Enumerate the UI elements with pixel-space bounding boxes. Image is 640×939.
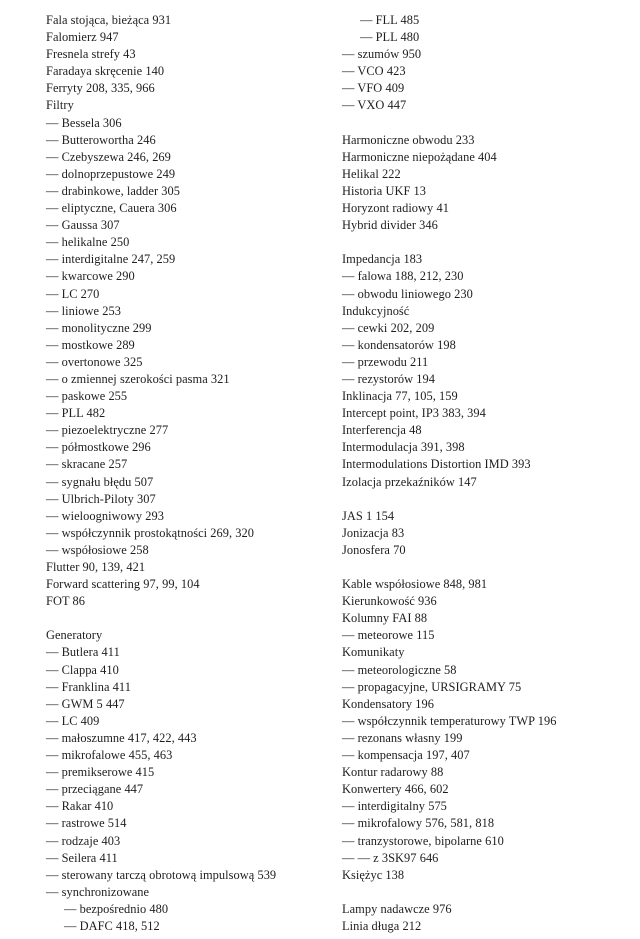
index-section-gap <box>46 610 336 627</box>
index-entry: Księżyc 138 <box>342 867 405 882</box>
index-entry: Faradaya skręcenie 140 <box>46 64 165 79</box>
index-entry: Kontur radarowy 88 <box>342 765 444 780</box>
index-entry: — tranzystorowe, bipolarne 610 <box>342 833 504 848</box>
index-entry: Horyzont radiowy 41 <box>342 201 449 216</box>
index-entry: FOT 86 <box>46 594 85 609</box>
index-entry: — PLL 480 <box>360 30 420 45</box>
index-entry: Jonizacja 83 <box>342 525 405 540</box>
index-entry: — sygnału błędu 507 <box>46 474 154 489</box>
index-entry: — premikserowe 415 <box>46 765 155 780</box>
index-entry: Inklinacja 77, 105, 159 <box>342 389 458 404</box>
index-entry: — paskowe 255 <box>46 389 128 404</box>
index-entry: Kondensatory 196 <box>342 696 434 711</box>
index-entry: Intermodulations Distortion IMD 393 <box>342 457 531 472</box>
index-entry: — monolityczne 299 <box>46 320 152 335</box>
index-entry: Lampy nadawcze 976 <box>342 901 452 916</box>
index-section-gap <box>342 115 634 132</box>
index-entry: Indukcyjność <box>342 303 410 318</box>
index-section-gap <box>342 884 634 901</box>
index-entry: — falowa 188, 212, 230 <box>342 269 464 284</box>
index-entry: Kolumny FAI 88 <box>342 611 428 626</box>
index-entry: — bezpośrednio 480 <box>64 901 169 916</box>
index-entry: — VFO 409 <box>342 81 405 96</box>
index-entry: — małoszumne 417, 422, 443 <box>46 730 197 745</box>
index-entry: — Ulbrich-Piloty 307 <box>46 491 156 506</box>
index-column-right <box>342 12 634 935</box>
index-entry: — LC 270 <box>46 286 100 301</box>
index-entry: — synchronizowane <box>46 884 150 899</box>
index-entry: — rastrowe 514 <box>46 816 127 831</box>
index-entry: — obwodu liniowego 230 <box>342 286 473 301</box>
index-entry: — piezoelektryczne 277 <box>46 423 169 438</box>
index-entry: — wieloogniwowy 293 <box>46 508 164 523</box>
index-entry: — skracane 257 <box>46 457 128 472</box>
index-entry: — drabinkowe, ladder 305 <box>46 183 181 198</box>
index-entry: — rodzaje 403 <box>46 833 121 848</box>
index-entry: — dolnoprzepustowe 249 <box>46 166 176 181</box>
index-entry: — Czebyszewa 246, 269 <box>46 149 171 164</box>
index-entry: — przeciągane 447 <box>46 782 144 797</box>
index-entry: Interferencja 48 <box>342 423 422 438</box>
index-entry: — Bessela 306 <box>46 115 122 130</box>
index-entry: Flutter 90, 139, 421 <box>46 560 146 574</box>
index-entry: — o zmiennej szerokości pasma 321 <box>46 371 230 386</box>
index-entry: Komunikaty <box>342 645 405 660</box>
index-entry: — sterowany tarczą obrotową impulsową 539 <box>46 867 277 882</box>
index-entry: — meteorologiczne 58 <box>342 662 457 677</box>
index-entry: — overtonowe 325 <box>46 354 143 369</box>
index-entry: — półmostkowe 296 <box>46 440 151 455</box>
index-entry: — kwarcowe 290 <box>46 269 135 284</box>
index-entry: — kondensatorów 198 <box>342 337 456 352</box>
index-entry: — Clappa 410 <box>46 662 119 677</box>
index-entry: Harmoniczne obwodu 233 <box>342 132 475 147</box>
index-entry: — kompensacja 197, 407 <box>342 748 470 763</box>
index-entry: — interdigitalny 575 <box>342 799 447 814</box>
index-entry: Izolacja przekaźników 147 <box>342 474 477 489</box>
index-entry: Kierunkowość 936 <box>342 594 437 609</box>
index-entry: Kable współosiowe 848, 981 <box>342 577 488 592</box>
index-entry: — szumów 950 <box>342 47 422 62</box>
index-entry: — meteorowe 115 <box>342 628 435 643</box>
index-entry: Falomierz 947 <box>46 30 119 45</box>
index-entry: — mikrofalowy 576, 581, 818 <box>342 816 495 831</box>
index-section-gap <box>342 491 634 508</box>
index-entry: — mostkowe 289 <box>46 337 135 352</box>
index-entry: — współczynnik prostokątności 269, 320 <box>46 525 255 540</box>
index-entry: — Seilera 411 <box>46 850 118 865</box>
index-entry: Linia długa 212 <box>342 918 422 933</box>
index-entry: JAS 1 154 <box>342 508 395 523</box>
index-entry: — helikalne 250 <box>46 235 130 250</box>
index-entry: Ferryty 208, 335, 966 <box>46 81 155 96</box>
index-entry: — VCO 423 <box>342 64 406 79</box>
index-entry: Generatory <box>46 628 103 643</box>
index-entry: — współosiowe 258 <box>46 542 149 557</box>
index-entry: Intermodulacja 391, 398 <box>342 440 465 455</box>
index-entry: — liniowe 253 <box>46 303 121 318</box>
index-entry: — LC 409 <box>46 713 100 728</box>
index-entry: — eliptyczne, Cauera 306 <box>46 201 177 216</box>
index-entry: Konwertery 466, 602 <box>342 782 449 797</box>
index-entry: — FLL 485 <box>360 13 420 27</box>
index-entry: — mikrofalowe 455, 463 <box>46 748 173 763</box>
index-entry: Historia UKF 13 <box>342 183 427 198</box>
index-entry: — PLL 482 <box>46 406 106 421</box>
index-entry: — GWM 5 447 <box>46 696 125 711</box>
index-entry: Fresnela strefy 43 <box>46 47 136 62</box>
index-entry: — rezonans własny 199 <box>342 730 463 745</box>
index-entry: Harmoniczne niepożądane 404 <box>342 149 497 164</box>
index-entry: — Franklina 411 <box>46 679 131 694</box>
index-entry: Fala stojąca, bieżąca 931 <box>46 13 172 27</box>
index-entry: — propagacyjne, URSIGRAMY 75 <box>342 679 522 694</box>
index-entry: Impedancja 183 <box>342 252 423 267</box>
index-entry: — Butterowortha 246 <box>46 132 156 147</box>
index-entry: — rezystorów 194 <box>342 371 436 386</box>
index-entry: — — z 3SK97 646 <box>342 850 439 865</box>
index-section-gap <box>342 234 634 251</box>
index-section-gap <box>342 559 634 576</box>
index-entry: — interdigitalne 247, 259 <box>46 252 176 267</box>
index-entry: Forward scattering 97, 99, 104 <box>46 577 200 592</box>
index-entry: Jonosfera 70 <box>342 542 406 557</box>
index-entry: — cewki 202, 209 <box>342 320 435 335</box>
index-entry: — VXO 447 <box>342 98 407 113</box>
index-entry: — Butlera 411 <box>46 645 120 660</box>
index-entry: — przewodu 211 <box>342 354 429 369</box>
index-entry: Helikal 222 <box>342 166 401 181</box>
index-entry: — współczynnik temperaturowy TWP 196 <box>342 713 557 728</box>
index-entry: Hybrid divider 346 <box>342 218 438 233</box>
index-entry: — Gaussa 307 <box>46 218 120 233</box>
index-column-left <box>46 12 336 935</box>
index-entry: — Rakar 410 <box>46 799 114 814</box>
index-entry: — DAFC 418, 512 <box>64 918 160 933</box>
index-entry: Intercept point, IP3 383, 394 <box>342 406 486 421</box>
index-entry: Filtry <box>46 98 74 113</box>
